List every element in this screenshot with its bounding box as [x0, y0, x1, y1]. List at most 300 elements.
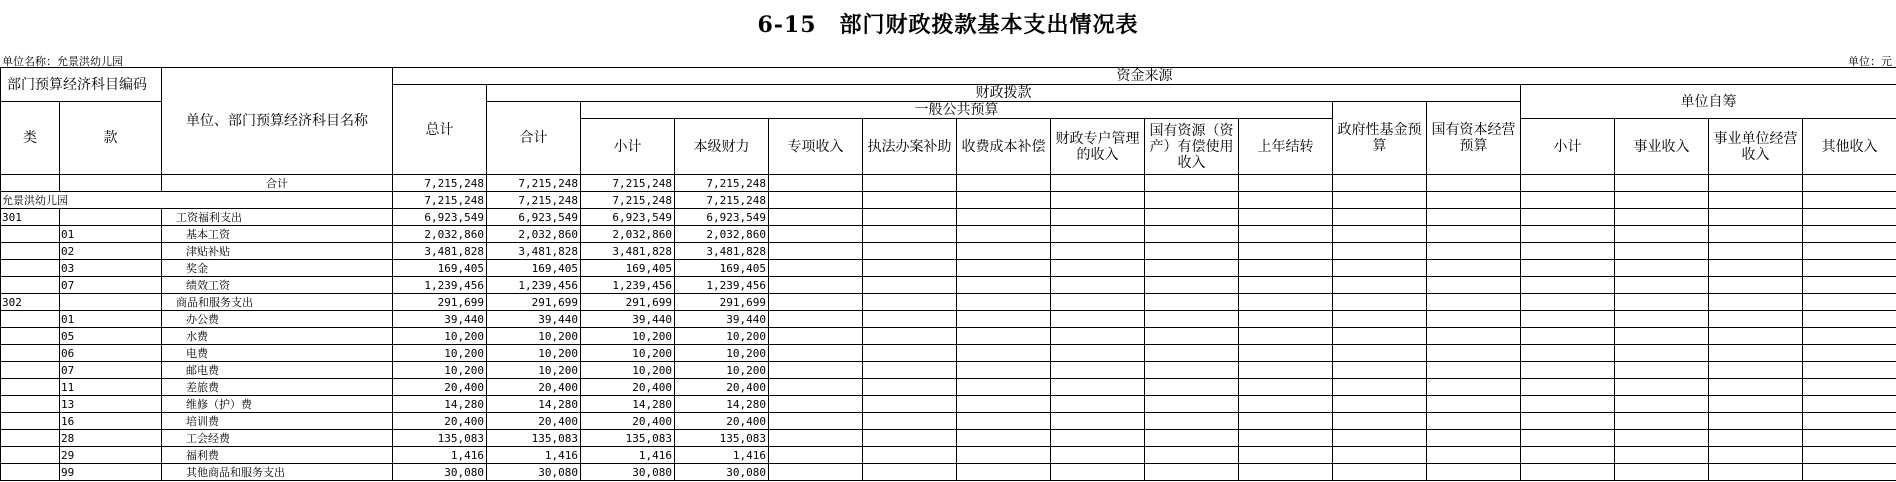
xiaoji-cell: 14,280 [581, 396, 675, 413]
empty-cell [1709, 243, 1803, 260]
empty-cell [769, 294, 863, 311]
empty-cell [957, 311, 1051, 328]
header-lei: 类 [1, 102, 60, 175]
total-cell: 291,699 [393, 294, 487, 311]
lei-cell [1, 328, 60, 345]
empty-cell [863, 192, 957, 209]
empty-cell [1333, 175, 1427, 192]
item-name-cell: 合计 [162, 175, 393, 192]
benji-cell: 1,239,456 [675, 277, 769, 294]
item-name-cell: 基本工资 [162, 226, 393, 243]
empty-cell [1615, 260, 1709, 277]
empty-cell [1051, 311, 1145, 328]
kuan-cell [60, 294, 162, 311]
empty-cell [1333, 413, 1427, 430]
empty-cell [1709, 260, 1803, 277]
empty-cell [769, 379, 863, 396]
item-name-cell: 培训费 [162, 413, 393, 430]
empty-cell [1709, 464, 1803, 481]
empty-cell [1709, 447, 1803, 464]
header-self-raised: 单位自筹 [1521, 85, 1896, 119]
empty-cell [1709, 328, 1803, 345]
empty-cell [1615, 345, 1709, 362]
lei-cell [1, 379, 60, 396]
total-cell: 7,215,248 [393, 175, 487, 192]
heji-cell: 1,416 [487, 447, 581, 464]
total-cell: 3,481,828 [393, 243, 487, 260]
empty-cell [1427, 345, 1521, 362]
total-cell: 10,200 [393, 345, 487, 362]
lei-cell [1, 277, 60, 294]
table-row [1, 209, 1896, 226]
header-shiye-shouru: 事业收入 [1615, 119, 1709, 175]
empty-cell [1803, 328, 1896, 345]
empty-cell [1427, 413, 1521, 430]
total-cell: 7,215,248 [393, 192, 487, 209]
benji-cell: 20,400 [675, 379, 769, 396]
empty-cell [1239, 277, 1333, 294]
header-total: 总计 [393, 85, 487, 175]
benji-cell: 14,280 [675, 396, 769, 413]
empty-cell [1333, 243, 1427, 260]
empty-cell [769, 413, 863, 430]
empty-cell [863, 209, 957, 226]
benji-cell: 10,200 [675, 328, 769, 345]
benji-cell: 6,923,549 [675, 209, 769, 226]
empty-cell [1145, 362, 1239, 379]
empty-cell [863, 464, 957, 481]
empty-cell [769, 192, 863, 209]
empty-cell [1521, 345, 1615, 362]
empty-cell [1427, 311, 1521, 328]
empty-cell [1803, 447, 1896, 464]
table-row [1, 464, 1896, 481]
xiaoji-cell: 291,699 [581, 294, 675, 311]
empty-cell [1333, 447, 1427, 464]
empty-cell [1333, 260, 1427, 277]
empty-cell [1427, 209, 1521, 226]
table-row [1, 294, 1896, 311]
empty-cell [1709, 362, 1803, 379]
kuan-cell: 13 [60, 396, 162, 413]
lei-cell [1, 260, 60, 277]
header-shangnian: 上年结转 [1239, 119, 1333, 175]
empty-cell [1803, 192, 1896, 209]
empty-cell [769, 328, 863, 345]
heji-cell: 6,923,549 [487, 209, 581, 226]
empty-cell [863, 260, 957, 277]
empty-cell [1239, 447, 1333, 464]
empty-cell [863, 175, 957, 192]
empty-cell [863, 447, 957, 464]
kuan-cell: 29 [60, 447, 162, 464]
empty-cell [863, 311, 957, 328]
empty-cell [769, 209, 863, 226]
page-title: 6-15 部门财政拨款基本支出情况表 [757, 12, 1139, 38]
benji-cell: 7,215,248 [675, 175, 769, 192]
empty-cell [1051, 464, 1145, 481]
item-name-cell: 差旅费 [162, 379, 393, 396]
item-name-cell: 工会经费 [162, 430, 393, 447]
header-name: 单位、部门预算经济科目名称 [162, 68, 393, 175]
lei-cell: 301 [1, 209, 60, 226]
header-qita: 其他收入 [1803, 119, 1896, 175]
benji-cell: 7,215,248 [675, 192, 769, 209]
empty-cell [1521, 396, 1615, 413]
table-row [1, 328, 1896, 345]
xiaoji-cell: 169,405 [581, 260, 675, 277]
empty-cell [1803, 175, 1896, 192]
empty-cell [1615, 192, 1709, 209]
heji-cell: 10,200 [487, 328, 581, 345]
empty-cell [1427, 464, 1521, 481]
empty-cell [1709, 345, 1803, 362]
table-row [1, 226, 1896, 243]
empty-cell [1709, 413, 1803, 430]
empty-cell [1333, 328, 1427, 345]
empty-cell [1709, 430, 1803, 447]
lei-cell [1, 243, 60, 260]
empty-cell [1709, 192, 1803, 209]
heji-cell: 14,280 [487, 396, 581, 413]
table-row [1, 345, 1896, 362]
empty-cell [1145, 447, 1239, 464]
empty-cell [1521, 277, 1615, 294]
empty-cell [1709, 209, 1803, 226]
total-cell: 135,083 [393, 430, 487, 447]
empty-cell [957, 226, 1051, 243]
total-cell: 14,280 [393, 396, 487, 413]
empty-cell [1803, 464, 1896, 481]
item-name-cell: 维修（护）费 [162, 396, 393, 413]
currency-unit-label: 单位：元 [1848, 55, 1892, 68]
empty-cell [1709, 311, 1803, 328]
empty-cell [863, 396, 957, 413]
total-cell: 10,200 [393, 328, 487, 345]
empty-cell [769, 464, 863, 481]
empty-cell [1521, 192, 1615, 209]
xiaoji-cell: 135,083 [581, 430, 675, 447]
kuan-cell [60, 209, 162, 226]
empty-cell [1803, 362, 1896, 379]
lei-cell [1, 362, 60, 379]
empty-cell [1615, 379, 1709, 396]
empty-cell [1333, 464, 1427, 481]
empty-cell [1051, 243, 1145, 260]
xiaoji-cell: 39,440 [581, 311, 675, 328]
table-row [1, 379, 1896, 396]
empty-cell [1333, 226, 1427, 243]
empty-cell [1239, 192, 1333, 209]
empty-cell [1145, 345, 1239, 362]
lei-cell: 302 [1, 294, 60, 311]
empty-cell [1239, 328, 1333, 345]
empty-cell [957, 396, 1051, 413]
heji-cell: 3,481,828 [487, 243, 581, 260]
header-shoufei: 收费成本补偿 [957, 119, 1051, 175]
kuan-cell: 01 [60, 311, 162, 328]
header-fiscal: 财政拨款 [487, 85, 1521, 102]
empty-cell [957, 413, 1051, 430]
item-name-cell: 水费 [162, 328, 393, 345]
table-row [1, 192, 1896, 209]
empty-cell [1709, 396, 1803, 413]
empty-cell [1051, 226, 1145, 243]
empty-cell [1145, 175, 1239, 192]
item-name-cell: 津贴补贴 [162, 243, 393, 260]
header-kuan: 款 [60, 102, 162, 175]
heji-cell: 291,699 [487, 294, 581, 311]
table-row [1, 430, 1896, 447]
empty-cell [1427, 260, 1521, 277]
xiaoji-cell: 1,239,456 [581, 277, 675, 294]
empty-cell [1051, 209, 1145, 226]
kuan-cell [60, 175, 162, 192]
empty-cell [1239, 311, 1333, 328]
empty-cell [1615, 413, 1709, 430]
empty-cell [769, 311, 863, 328]
empty-cell [1333, 362, 1427, 379]
total-cell: 6,923,549 [393, 209, 487, 226]
benji-cell: 39,440 [675, 311, 769, 328]
empty-cell [957, 260, 1051, 277]
lei-cell [1, 447, 60, 464]
empty-cell [1615, 175, 1709, 192]
benji-cell: 10,200 [675, 345, 769, 362]
empty-cell [1239, 243, 1333, 260]
empty-cell [1145, 379, 1239, 396]
empty-cell [957, 345, 1051, 362]
empty-cell [863, 277, 957, 294]
empty-cell [863, 379, 957, 396]
empty-cell [1051, 294, 1145, 311]
xiaoji-cell: 2,032,860 [581, 226, 675, 243]
empty-cell [1051, 396, 1145, 413]
header-gov-fund: 政府性基金预算 [1333, 102, 1427, 175]
heji-cell: 135,083 [487, 430, 581, 447]
empty-cell [1521, 209, 1615, 226]
empty-cell [1145, 243, 1239, 260]
benji-cell: 2,032,860 [675, 226, 769, 243]
total-cell: 169,405 [393, 260, 487, 277]
empty-cell [1427, 362, 1521, 379]
kuan-cell: 01 [60, 226, 162, 243]
xiaoji-cell: 1,416 [581, 447, 675, 464]
item-name-cell: 工资福利支出 [162, 209, 393, 226]
empty-cell [1145, 226, 1239, 243]
empty-cell [1521, 413, 1615, 430]
header-xiaoji: 小计 [581, 119, 675, 175]
item-name-cell: 商品和服务支出 [162, 294, 393, 311]
xiaoji-cell: 7,215,248 [581, 192, 675, 209]
benji-cell: 169,405 [675, 260, 769, 277]
empty-cell [1239, 362, 1333, 379]
total-cell: 1,239,456 [393, 277, 487, 294]
budget-table [0, 67, 1896, 481]
table-row [1, 311, 1896, 328]
empty-cell [1051, 345, 1145, 362]
benji-cell: 1,416 [675, 447, 769, 464]
empty-cell [1427, 226, 1521, 243]
empty-cell [1427, 379, 1521, 396]
item-name-cell: 办公费 [162, 311, 393, 328]
empty-cell [769, 447, 863, 464]
empty-cell [957, 447, 1051, 464]
empty-cell [1521, 243, 1615, 260]
empty-cell [769, 226, 863, 243]
table-row [1, 243, 1896, 260]
table-row [1, 447, 1896, 464]
empty-cell [1709, 175, 1803, 192]
unit-name-label: 单位名称：允景洪幼儿园 [2, 55, 123, 68]
empty-cell [1427, 175, 1521, 192]
header-dept-code: 部门预算经济科目编码 [1, 68, 162, 102]
empty-cell [1709, 226, 1803, 243]
empty-cell [1615, 396, 1709, 413]
empty-cell [769, 243, 863, 260]
empty-cell [1145, 260, 1239, 277]
empty-cell [1145, 277, 1239, 294]
heji-cell: 39,440 [487, 311, 581, 328]
empty-cell [1521, 379, 1615, 396]
lei-cell [1, 413, 60, 430]
header-fund-source: 资金来源 [393, 68, 1896, 85]
xiaoji-cell: 20,400 [581, 379, 675, 396]
kuan-cell: 07 [60, 362, 162, 379]
total-cell: 30,080 [393, 464, 487, 481]
benji-cell: 291,699 [675, 294, 769, 311]
table-row [1, 260, 1896, 277]
empty-cell [1145, 328, 1239, 345]
empty-cell [957, 243, 1051, 260]
heji-cell: 1,239,456 [487, 277, 581, 294]
empty-cell [1709, 379, 1803, 396]
empty-cell [1615, 294, 1709, 311]
kuan-cell: 07 [60, 277, 162, 294]
empty-cell [769, 345, 863, 362]
empty-cell [1521, 294, 1615, 311]
kuan-cell: 06 [60, 345, 162, 362]
empty-cell [1521, 430, 1615, 447]
unit-name-cell: 允景洪幼儿园 [1, 192, 393, 209]
kuan-cell: 03 [60, 260, 162, 277]
empty-cell [863, 362, 957, 379]
item-name-cell: 电费 [162, 345, 393, 362]
empty-cell [1427, 430, 1521, 447]
total-cell: 20,400 [393, 413, 487, 430]
empty-cell [1615, 362, 1709, 379]
header-shiye-jingying: 事业单位经营收入 [1709, 119, 1803, 175]
empty-cell [1145, 192, 1239, 209]
table-row [1, 362, 1896, 379]
empty-cell [957, 294, 1051, 311]
kuan-cell: 16 [60, 413, 162, 430]
empty-cell [1239, 379, 1333, 396]
empty-cell [1239, 464, 1333, 481]
empty-cell [1427, 294, 1521, 311]
empty-cell [769, 277, 863, 294]
empty-cell [1427, 277, 1521, 294]
table-row [1, 175, 1896, 192]
benji-cell: 10,200 [675, 362, 769, 379]
empty-cell [1427, 192, 1521, 209]
empty-cell [1239, 413, 1333, 430]
xiaoji-cell: 10,200 [581, 362, 675, 379]
empty-cell [1521, 362, 1615, 379]
empty-cell [1145, 430, 1239, 447]
empty-cell [863, 430, 957, 447]
heji-cell: 20,400 [487, 379, 581, 396]
empty-cell [1051, 379, 1145, 396]
empty-cell [1051, 328, 1145, 345]
item-name-cell: 福利费 [162, 447, 393, 464]
empty-cell [1803, 379, 1896, 396]
empty-cell [1803, 243, 1896, 260]
xiaoji-cell: 6,923,549 [581, 209, 675, 226]
empty-cell [1803, 277, 1896, 294]
empty-cell [1333, 345, 1427, 362]
header-zhuanxiang: 专项收入 [769, 119, 863, 175]
empty-cell [1521, 226, 1615, 243]
empty-cell [1333, 311, 1427, 328]
empty-cell [769, 430, 863, 447]
lei-cell [1, 226, 60, 243]
xiaoji-cell: 3,481,828 [581, 243, 675, 260]
heji-cell: 20,400 [487, 413, 581, 430]
heji-cell: 10,200 [487, 362, 581, 379]
empty-cell [1239, 209, 1333, 226]
empty-cell [1709, 277, 1803, 294]
heji-cell: 10,200 [487, 345, 581, 362]
empty-cell [1615, 430, 1709, 447]
empty-cell [1333, 430, 1427, 447]
lei-cell [1, 430, 60, 447]
heji-cell: 169,405 [487, 260, 581, 277]
xiaoji-cell: 10,200 [581, 328, 675, 345]
table-body [1, 175, 1896, 481]
lei-cell [1, 345, 60, 362]
empty-cell [957, 209, 1051, 226]
empty-cell [1615, 328, 1709, 345]
empty-cell [1521, 260, 1615, 277]
empty-cell [1427, 396, 1521, 413]
empty-cell [957, 277, 1051, 294]
header-zhifa: 执法办案补助 [863, 119, 957, 175]
xiaoji-cell: 30,080 [581, 464, 675, 481]
empty-cell [1051, 260, 1145, 277]
empty-cell [1803, 209, 1896, 226]
empty-cell [1803, 430, 1896, 447]
kuan-cell: 99 [60, 464, 162, 481]
header-heji: 合计 [487, 102, 581, 175]
empty-cell [769, 260, 863, 277]
empty-cell [1615, 311, 1709, 328]
empty-cell [1803, 413, 1896, 430]
empty-cell [1427, 447, 1521, 464]
item-name-cell: 其他商品和服务支出 [162, 464, 393, 481]
empty-cell [1709, 294, 1803, 311]
table-row [1, 396, 1896, 413]
header-benji: 本级财力 [675, 119, 769, 175]
heji-cell: 7,215,248 [487, 192, 581, 209]
empty-cell [1051, 277, 1145, 294]
kuan-cell: 02 [60, 243, 162, 260]
empty-cell [957, 430, 1051, 447]
empty-cell [1239, 226, 1333, 243]
empty-cell [1333, 294, 1427, 311]
empty-cell [1615, 277, 1709, 294]
benji-cell: 135,083 [675, 430, 769, 447]
